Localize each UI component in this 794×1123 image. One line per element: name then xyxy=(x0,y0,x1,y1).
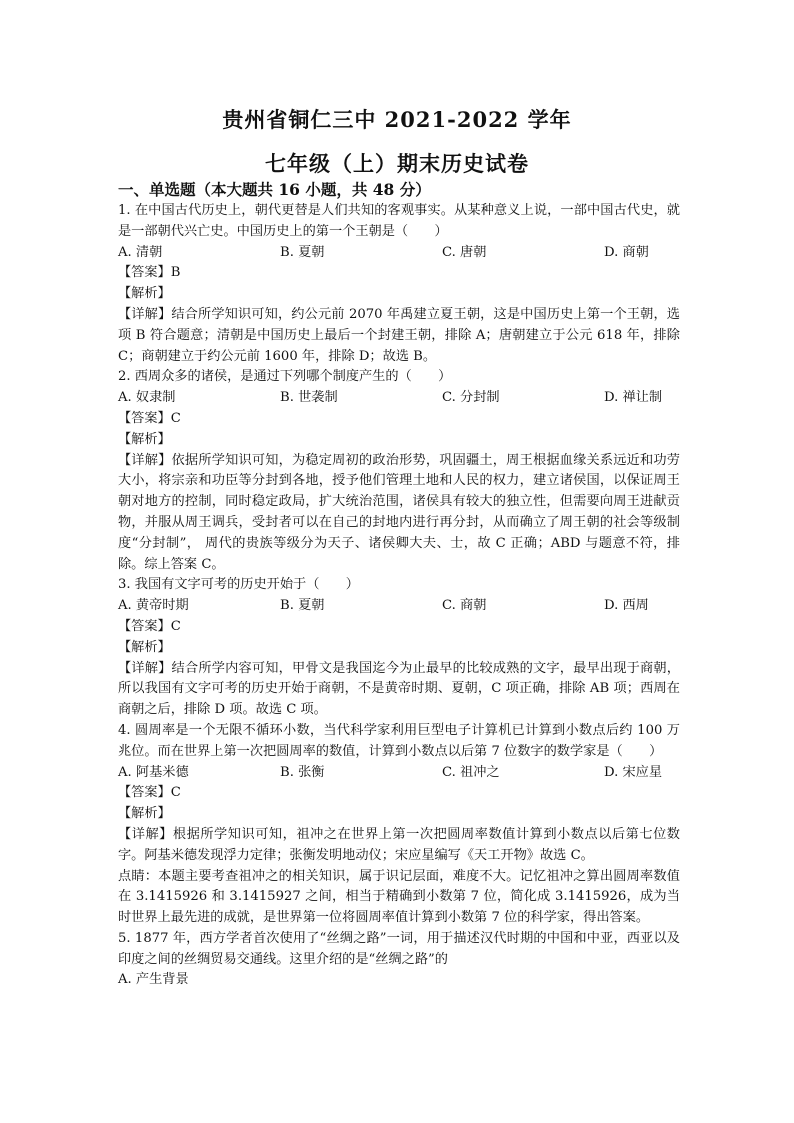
q4-answer: 【答案】C xyxy=(118,785,181,801)
q4-option-d: D. 宋应星 xyxy=(604,764,663,780)
q2-analysis-label: 【解析】 xyxy=(118,431,171,447)
question-5-stem: 5. 1877 年，西方学者首次使用了“丝绸之路”一词，用于描述汉代时期的中国和中亚，西亚以及印度之间的丝绸贸易交通线。这里介绍的是“丝绸之路”的 xyxy=(118,930,680,967)
q4-note: 点睛：本题主要考查祖冲之的相关知识，属于识记层面，难度不大。记忆祖冲之算出圆周率数值在 3.1415926 和 3.1415927 之间，相当于精确到小数第 7 位，简化成 3.1415926，成为当时世界上最先进的成就，是世界第一位将圆周率值计算到小数第 7 位的科学家，得出答案。 xyxy=(118,868,680,926)
question-3-stem: 3. 我国有文字可考的历史开始于（ ） xyxy=(118,577,359,593)
q2-detail: 【详解】依据所学知识可知，为稳定周初的政治形势，巩固疆土，周王根据血缘关系远近和功劳大小，将宗亲和功臣等分封到各地，授予他们管理土地和人民的权力，建立诸侯国，以保证周王朝对地方的控制，同时稳定政局，扩大统治范围，诸侯具有较大的独立性，但需要向周王进献贡物，并服从周王调兵，受封者可以在自己的封地内进行再分封，从而确立了周王朝的社会等级制度“分封制”， 周代的贵族等级分为天子、诸侯卿大夫、士，故 C 正确；ABD 与题意不符，排除。综上答案 C。 xyxy=(118,452,680,572)
q1-option-c: C. 唐朝 xyxy=(442,244,487,260)
question-3-options xyxy=(118,596,680,617)
q4-analysis-label: 【解析】 xyxy=(118,806,171,822)
q3-option-d: D. 西周 xyxy=(604,598,649,614)
exam-title-line2: 七年级（上）期末历史试卷 xyxy=(265,151,529,176)
q1-option-d: D. 商朝 xyxy=(604,244,649,260)
q1-option-b: B. 夏朝 xyxy=(280,244,325,260)
question-1-options xyxy=(118,243,680,264)
q1-option-a: A. 清朝 xyxy=(118,244,163,260)
q3-answer: 【答案】C xyxy=(118,618,181,634)
questions-content xyxy=(118,201,680,991)
q2-answer: 【答案】C xyxy=(118,410,181,426)
question-2-stem: 2. 西周众多的诸侯，是通过下列哪个制度产生的（ ） xyxy=(118,369,452,385)
q2-option-a: A. 奴隶制 xyxy=(118,390,176,406)
q1-analysis-label: 【解析】 xyxy=(118,286,171,302)
q3-option-a: A. 黄帝时期 xyxy=(118,598,189,614)
section-header: 一、单选题（本大题共 16 小题，共 48 分） xyxy=(118,180,431,199)
q4-detail: 【详解】根据所学知识可知，祖冲之在世界上第一次把圆周率数值计算到小数点以后第七位数字。阿基米德发现浮力定律；张衡发明地动仪；宋应星编写《天工开物》故选 C。 xyxy=(118,826,680,863)
q1-detail: 【详解】结合所学知识可知，约公元前 2070 年禹建立夏王朝，这是中国历史上第一个王朝，选项 B 符合题意；清朝是中国历史上最后一个封建王朝，排除 A；唐朝建立于公元 618 年，排除 C；商朝建立于约公元前 1600 年，排除 D；故选 B。 xyxy=(118,306,680,364)
q3-option-b: B. 夏朝 xyxy=(280,598,325,614)
question-4-stem: 4. 圆周率是一个无限不循环小数，当代科学家利用巨型电子计算机已计算到小数点后约 100 万兆位。而在世界上第一次把圆周率的数值，计算到小数点以后第 7 位数字的数学家是（ ） xyxy=(118,722,680,759)
q3-option-c: C. 商朝 xyxy=(442,598,487,614)
q4-option-a: A. 阿基米德 xyxy=(118,764,189,780)
exam-title-line1: 贵州省铜仁三中 2021-2022 学年 xyxy=(222,107,572,132)
q5-option-a: A. 产生背景 xyxy=(118,972,189,988)
question-1-stem: 1. 在中国古代历史上，朝代更替是人们共知的客观事实。从某种意义上说，一部中国古代史，就是一部朝代兴亡史。中国历史上的第一个王朝是（ ） xyxy=(118,203,680,239)
question-4-options xyxy=(118,763,680,784)
q2-option-c: C. 分封制 xyxy=(442,390,500,406)
q1-answer: 【答案】B xyxy=(118,265,181,281)
question-2-options xyxy=(118,388,680,409)
q2-option-b: B. 世袭制 xyxy=(280,390,338,406)
q3-detail: 【详解】结合所学内容可知，甲骨文是我国迄今为止最早的比较成熟的文字，最早出现于商朝，所以我国有文字可考的历史开始于商朝，不是黄帝时期、夏朝，C 项正确，排除 AB 项；西周在商朝之后，排除 D 项。故选 C 项。 xyxy=(118,660,680,718)
q2-option-d: D. 禅让制 xyxy=(604,390,663,406)
q3-analysis-label: 【解析】 xyxy=(118,639,171,655)
q4-option-c: C. 祖冲之 xyxy=(442,764,500,780)
q4-option-b: B. 张衡 xyxy=(280,764,325,780)
